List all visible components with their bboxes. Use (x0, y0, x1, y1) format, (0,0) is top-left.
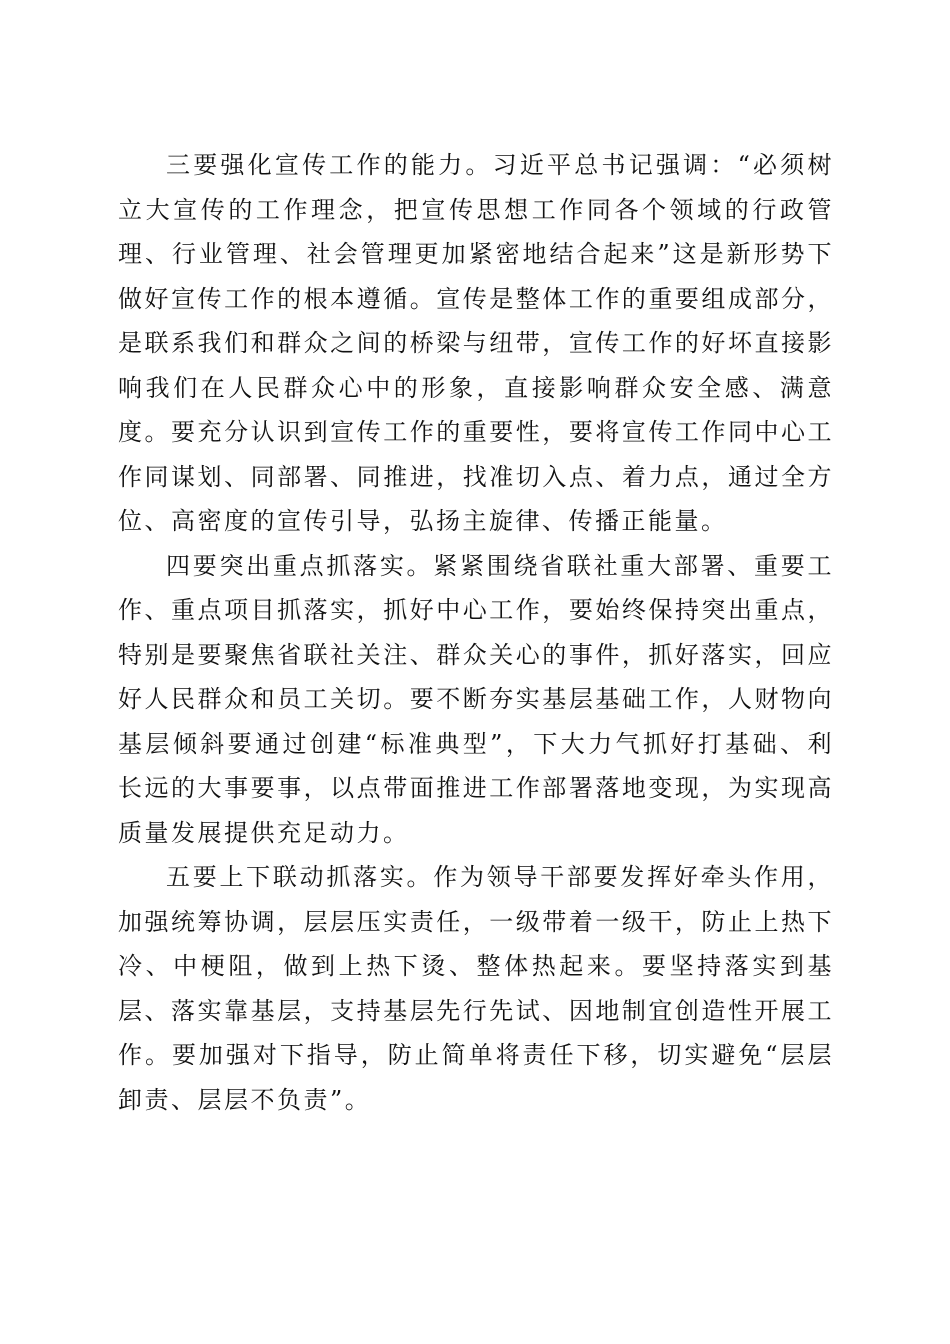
paragraph-coordinated-implementation: 五要上下联动抓落实。作为领导干部要发挥好牵头作用，加强统筹协调，层层压实责任，一级带着一级干，防止上热下冷、中梗阻，做到上热下烫、整体热起来。要坚持落实到基层、落实靠基层，支持基层先行先试、因地制宜创造性开展工作。要加强对下指导，防止简单将责任下移，切实避免“层层卸责、层层不负责”。 (118, 863, 834, 1114)
paragraph-publicity-capability: 三要强化宣传工作的能力。习近平总书记强调：“必须树立大宣传的工作理念，把宣传思想工作同各个领域的行政管理、行业管理、社会管理更加紧密地结合起来”这是新形势下做好宣传工作的根本遵循。宣传是整体工作的重要组成部分，是联系我们和群众之间的桥梁与纽带，宣传工作的好坏直接影响我们在人民群众心中的形象，直接影响群众安全感、满意度。要充分认识到宣传工作的重要性，要将宣传工作同中心工作同谋划、同部署、同推进，找准切入点、着力点，通过全方位、高密度的宣传引导，弘扬主旋律、传播正能量。 (118, 151, 834, 535)
document-body (118, 143, 834, 1122)
paragraph-key-priorities: 四要突出重点抓落实。紧紧围绕省联社重大部署、重要工作、重点项目抓落实，抓好中心工作，要始终保持突出重点，特别是要聚焦省联社关注、群众关心的事件，抓好落实，回应好人民群众和员工关切。要不断夯实基层基础工作，人财物向基层倾斜要通过创建“标准典型”，下大力气抓好打基础、利长远的大事要事，以点带面推进工作部署落地变现，为实现高质量发展提供充足动力。 (118, 551, 834, 847)
